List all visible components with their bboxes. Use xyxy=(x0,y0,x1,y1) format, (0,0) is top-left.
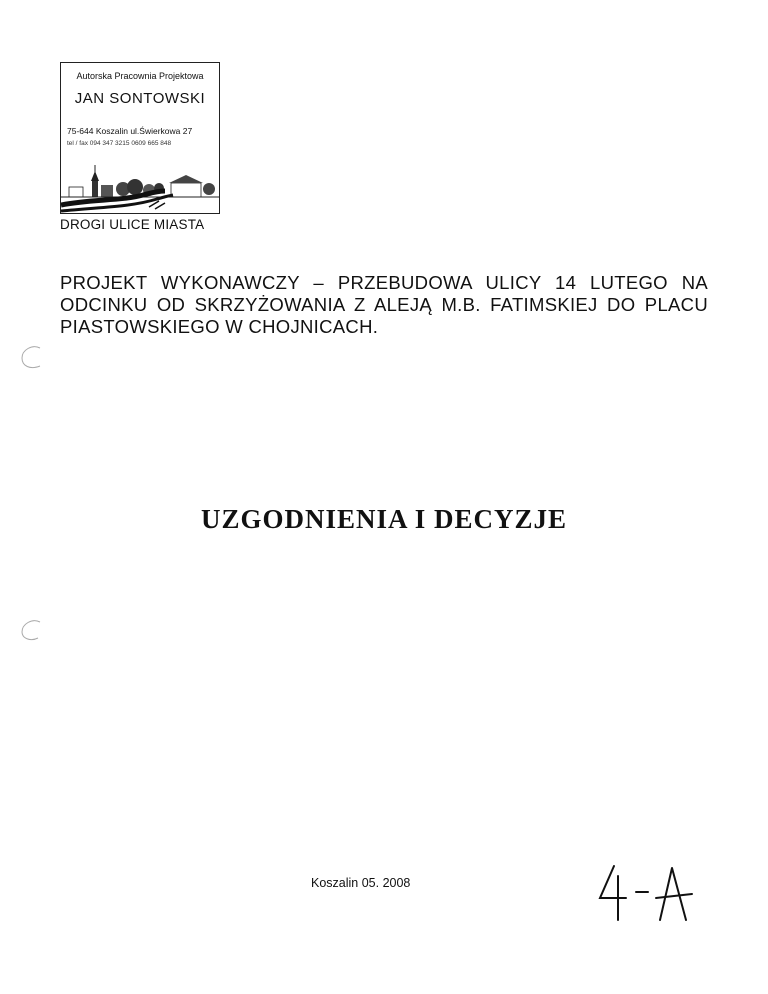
stamp-phone: tel / fax 094 347 3215 0609 665 848 xyxy=(67,140,172,147)
stamp-address: 75-644 Koszalin ul.Świerkowa 27 xyxy=(67,126,193,136)
stamp-studio-name: Autorska Pracownia Projektowa xyxy=(76,71,204,81)
document-heading: UZGODNIENIA I DECYZJE xyxy=(200,504,568,534)
punch-hole-icon xyxy=(18,342,48,374)
company-stamp xyxy=(60,62,220,214)
place-and-date: Koszalin 05. 2008 xyxy=(311,876,411,890)
punch-hole-icon xyxy=(16,614,46,646)
company-motto: DROGI ULICE MIASTA xyxy=(60,217,205,232)
handwritten-sheet-mark-icon xyxy=(592,858,702,922)
project-title: PROJEKT WYKONAWCZY – PRZEBUDOWA ULICY 14 LUTEGO NA ODCINKU OD SKRZYŻOWANIA Z ALEJĄ M.B. FATIMSKIEJ DO PLACU PIASTOWSKIEGO W CHOJNICACH. xyxy=(60,272,708,337)
town-sketch-icon xyxy=(61,161,219,213)
stamp-designer-name: JAN SONTOWSKI xyxy=(74,90,206,107)
